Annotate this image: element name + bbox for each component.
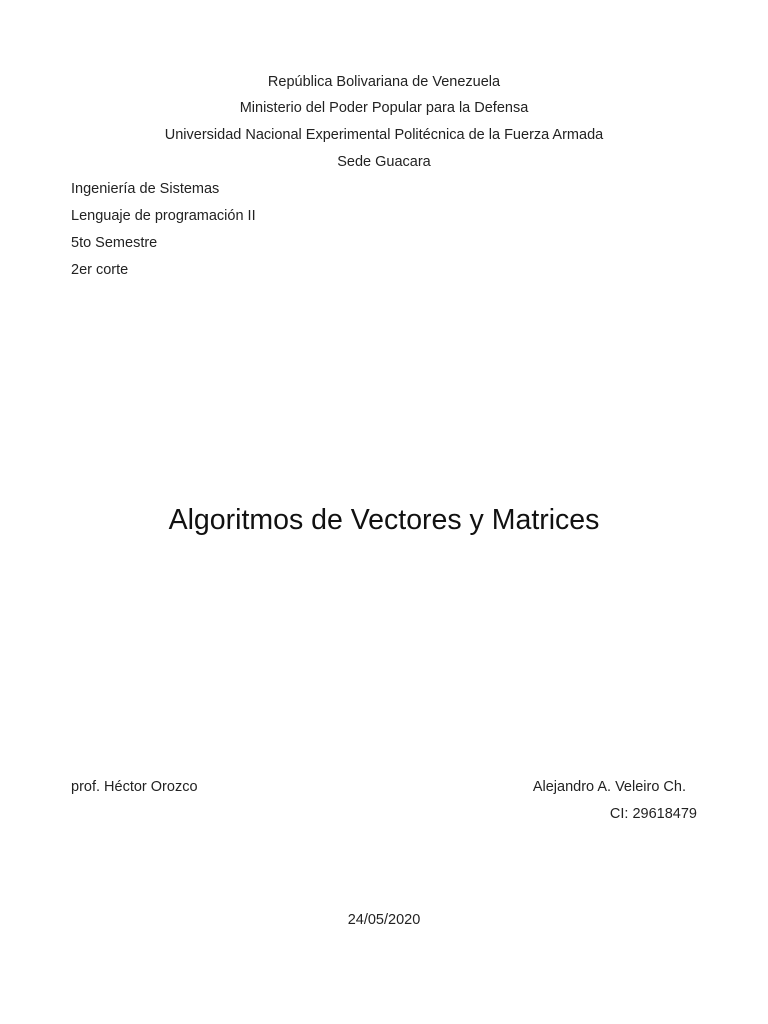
document-date: 24/05/2020 <box>347 912 421 928</box>
header-republic: República Bolivariana de Venezuela <box>267 74 501 90</box>
course-semester: 5to Semestre <box>71 235 158 251</box>
course-career: Ingeniería de Sistemas <box>71 181 220 197</box>
header-campus: Sede Guacara <box>337 154 431 170</box>
professor-name: prof. Héctor Orozco <box>71 779 198 795</box>
course-subject: Lenguaje de programación II <box>71 208 256 224</box>
document-title: Algoritmos de Vectores y Matrices <box>168 504 600 536</box>
header-ministry: Ministerio del Poder Popular para la Defensa <box>239 100 529 116</box>
author-name: Alejandro A. Veleiro Ch. <box>532 779 686 795</box>
course-term: 2er corte <box>71 262 129 278</box>
author-id: CI: 29618479 <box>609 806 697 822</box>
header-university: Universidad Nacional Experimental Politécnica de la Fuerza Armada <box>164 127 604 143</box>
